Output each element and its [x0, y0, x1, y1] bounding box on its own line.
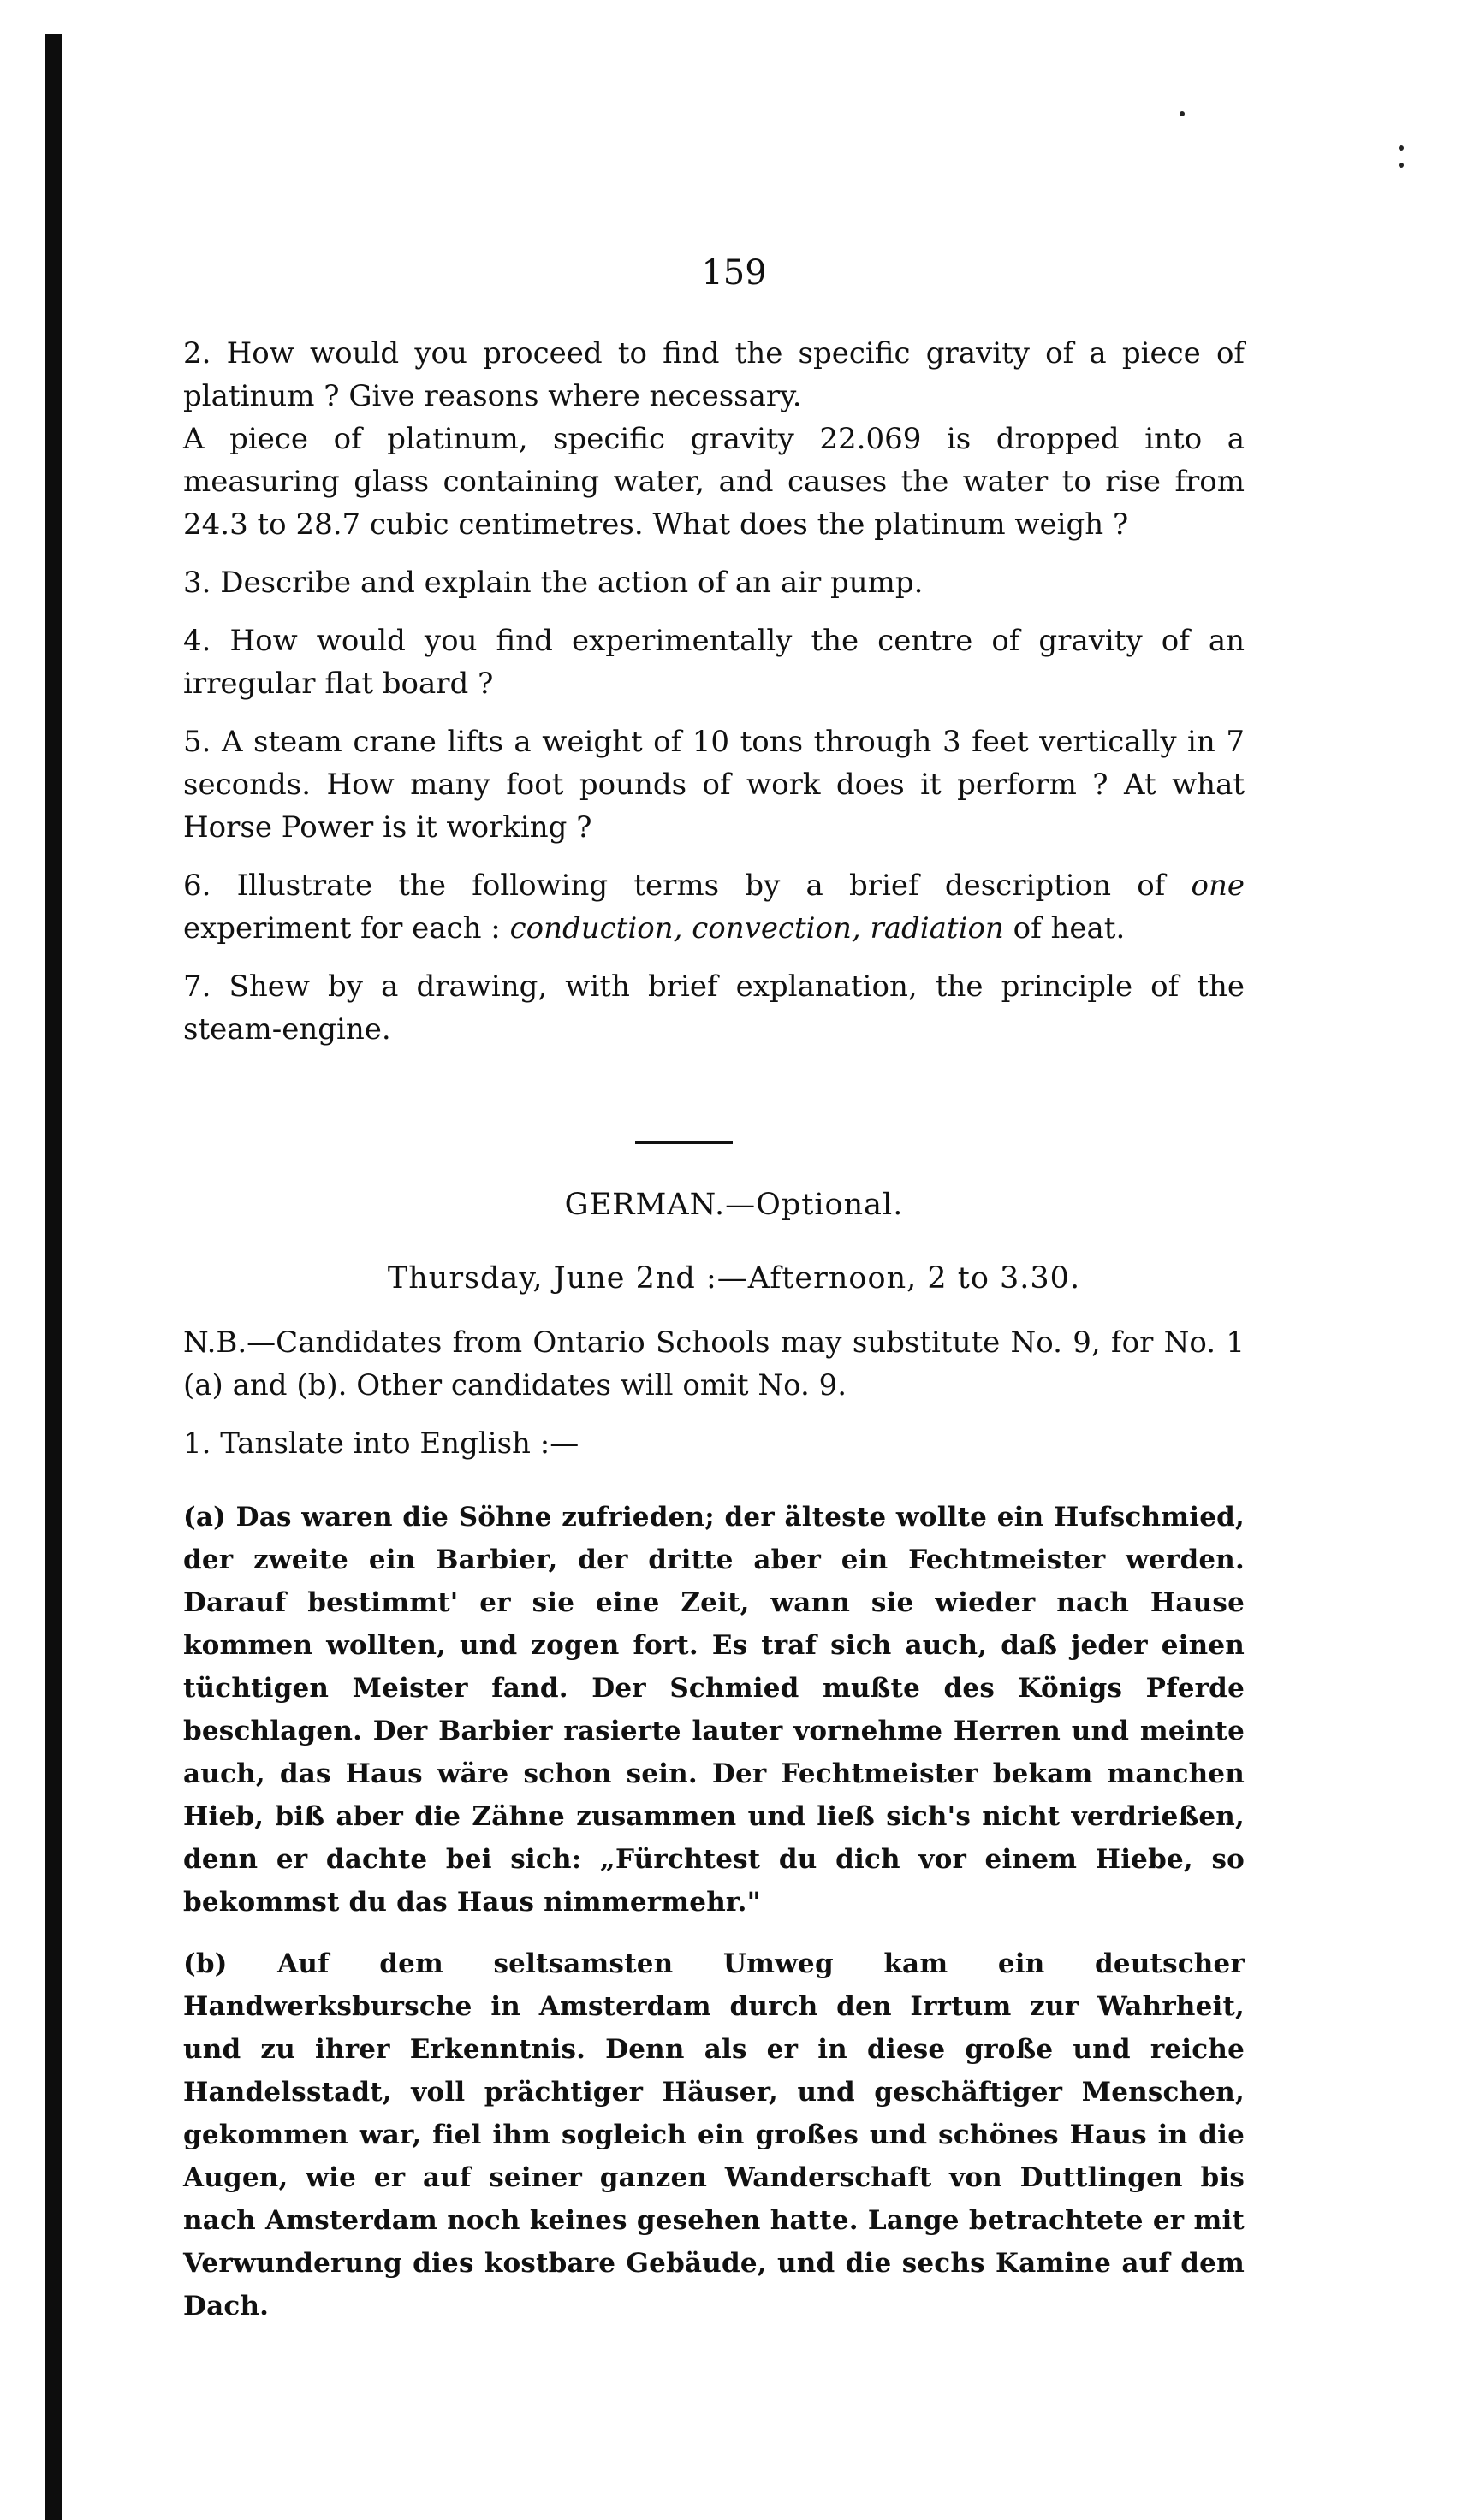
- question-6-one: one: [1191, 869, 1245, 903]
- question-3-text: 3. Describe and explain the action of an air pump.: [183, 566, 924, 600]
- question-6-start: 6. Illustrate the following terms by a brief description of: [183, 869, 1166, 903]
- question-7-text: 7. Shew by a drawing, with brief explanation, the principle of the steam-engine.: [183, 969, 1245, 1047]
- question-2-problem-text: A piece of platinum, specific gravity 22.069 is dropped into a measuring glass containing water, and causes the water to rise from 24.3 to 28.7 cubic centimetres. What does the platinum weigh ?: [183, 422, 1245, 542]
- scan-speck: [1399, 145, 1404, 151]
- nb-note: N.B.—Candidates from Ontario Schools may substitute No. 9, for No. 1 (a) and (b). Other candidates will omit No. 9.: [183, 1325, 1245, 1402]
- question-6-mid: experiment for each :: [183, 911, 501, 946]
- german-instructions: [183, 1321, 1245, 1480]
- question-5: [183, 720, 1245, 849]
- question-2-text: 2. How would you proceed to find the specific gravity of a piece of platinum ? Give reasons where necessary.: [183, 336, 1245, 413]
- german-date-line: Thursday, June 2nd :—Afternoon, 2 to 3.30.: [387, 1261, 1081, 1296]
- physics-questions: [183, 332, 1245, 1066]
- german-passages: [183, 1496, 1245, 2346]
- question-4: [183, 620, 1245, 705]
- scan-speck: [1180, 111, 1185, 116]
- scan-speck: [1399, 163, 1404, 168]
- question-6: [183, 864, 1245, 950]
- question-7: [183, 965, 1245, 1051]
- question-4-text: 4. How would you find experimentally the centre of gravity of an irregular flat board ?: [183, 624, 1245, 701]
- question-6-terms: conduction, convection, radiation: [509, 911, 1004, 946]
- question-2-problem: [183, 418, 1245, 546]
- question-5-text: 5. A steam crane lifts a weight of 10 tons through 3 feet vertically in 7 seconds. How many foot pounds of work does it perform ? At what Horse Power is it working ?: [183, 725, 1245, 845]
- question-6-end: of heat.: [1013, 911, 1126, 946]
- german-question-1: 1. Tanslate into English :—: [183, 1426, 579, 1461]
- german-heading: GERMAN.—Optional.: [564, 1188, 904, 1222]
- passage-b: (b) Auf dem seltsamsten Umweg kam ein deutscher Handwerksbursche in Amsterdam durch den Irrtum zur Wahrheit, und zu ihrer Erkenntnis. Denn als er in diese große und reiche Handelsstadt, voll prächtiger Häuser, und geschäftiger Menschen, gekommen war, fiel ihm sogleich ein großes und schönes Haus in die Augen, wie er auf seiner ganzen Wanderschaft von Duttlingen bis nach Amsterdam noch keines gesehen hatte. Lange betrachtete er mit Verwunderung dies kostbare Gebäude, und die sechs Kamine auf dem Dach.: [183, 1948, 1245, 2321]
- question-3: [183, 561, 1245, 604]
- question-2: [183, 332, 1245, 418]
- section-divider: [635, 1141, 733, 1144]
- passage-a: (a) Das waren die Söhne zufrieden; der älteste wollte ein Hufschmied, der zweite ein Barbier, der dritte aber ein Fechtmeister werden. Darauf bestimmt' er sie eine Zeit, wann sie wieder nach Hause kommen wollten, und zogen fort. Es traf sich auch, daß jeder einen tüchtigen Meister fand. Der Schmied mußte des Königs Pferde beschlagen. Der Barbier rasierte lauter vornehme Herren und meinte auch, das Haus wäre schon sein. Der Fechtmeister bekam manchen Hieb, biß aber die Zähne zusammen und ließ sich's nicht verdrießen, denn er dachte bei sich: „Fürchtest du dich vor einem Hiebe, so bekommst du das Haus nimmermehr.": [183, 1502, 1245, 1918]
- page-number: 159: [701, 253, 767, 293]
